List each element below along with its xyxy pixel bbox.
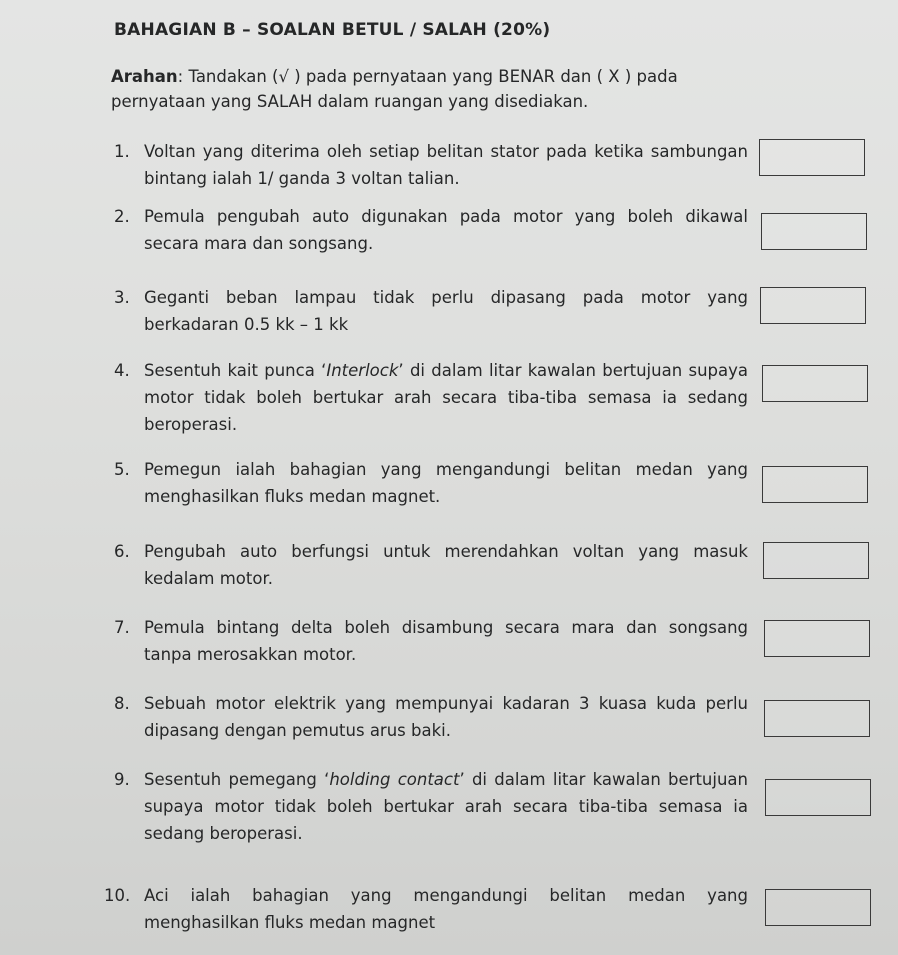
answer-box-9[interactable] bbox=[765, 779, 871, 816]
question-number: 10. bbox=[104, 886, 131, 905]
question-text: Sebuah motor elektrik yang mempunyai kadaran 3 kuasa kuda perlu dipasang dengan pemutus arus baki. bbox=[144, 694, 748, 740]
question-number: 6. bbox=[114, 542, 130, 561]
answer-box-4[interactable] bbox=[762, 365, 868, 402]
question-text bbox=[144, 357, 748, 438]
question-6 bbox=[114, 538, 748, 592]
question-number: 4. bbox=[114, 361, 130, 380]
question-number: 9. bbox=[114, 770, 130, 789]
text-emphasis: Interlock bbox=[326, 361, 399, 380]
question-9 bbox=[114, 766, 748, 847]
answer-box-5[interactable] bbox=[762, 466, 868, 503]
instruction-text: : Tandakan (√ ) pada pernyataan yang BENAR dan ( X ) pada pernyataan yang SALAH dalam ruangan yang disediakan. bbox=[111, 67, 678, 111]
question-text: Pemula bintang delta boleh disambung secara mara dan songsang tanpa merosakkan motor. bbox=[144, 618, 748, 664]
answer-box-8[interactable] bbox=[764, 700, 870, 737]
answer-box-7[interactable] bbox=[764, 620, 870, 657]
question-8 bbox=[114, 690, 748, 744]
question-number: 1. bbox=[114, 142, 130, 161]
text-part: ’ di dalam litar kawalan bertujuan supaya motor tidak boleh bertukar arah secara tiba-tiba semasa ia sedang beroperasi. bbox=[144, 361, 748, 434]
question-number: 5. bbox=[114, 460, 130, 479]
answer-box-10[interactable] bbox=[765, 889, 871, 926]
question-text: Pemula pengubah auto digunakan pada motor yang boleh dikawal secara mara dan songsang. bbox=[144, 207, 748, 253]
question-text: Aci ialah bahagian yang mengandungi belitan medan yang menghasilkan fluks medan magnet bbox=[144, 886, 748, 932]
text-part: ’ di dalam litar kawalan bertujuan supaya motor tidak boleh bertukar arah secara tiba-tiba semasa ia sedang beroperasi. bbox=[144, 770, 748, 843]
question-text: Pengubah auto berfungsi untuk merendahkan voltan yang masuk kedalam motor. bbox=[144, 542, 748, 588]
answer-box-1[interactable] bbox=[759, 139, 865, 176]
instruction-lead: Arahan bbox=[111, 67, 178, 86]
question-5 bbox=[114, 456, 748, 510]
section-title: BAHAGIAN B – SOALAN BETUL / SALAH (20%) bbox=[114, 20, 551, 40]
question-number: 7. bbox=[114, 618, 130, 637]
text-part: Sesentuh pemegang ‘ bbox=[144, 770, 330, 789]
answer-box-6[interactable] bbox=[763, 542, 869, 579]
question-text bbox=[144, 766, 748, 847]
question-number: 2. bbox=[114, 207, 130, 226]
instruction-paragraph bbox=[111, 64, 751, 114]
text-part: Sesentuh kait punca ‘ bbox=[144, 361, 327, 380]
question-number: 8. bbox=[114, 694, 130, 713]
question-7 bbox=[114, 614, 748, 668]
question-text: Voltan yang diterima oleh setiap belitan stator pada ketika sambungan bintang ialah 1/ ganda 3 voltan talian. bbox=[144, 142, 748, 188]
question-3 bbox=[114, 284, 748, 338]
answer-box-3[interactable] bbox=[760, 287, 866, 324]
answer-box-2[interactable] bbox=[761, 213, 867, 250]
question-4 bbox=[114, 357, 748, 438]
question-number: 3. bbox=[114, 288, 130, 307]
question-text: Geganti beban lampau tidak perlu dipasang pada motor yang berkadaran 0.5 kk – 1 kk bbox=[144, 288, 748, 334]
question-2 bbox=[114, 203, 748, 257]
question-10 bbox=[104, 882, 748, 936]
question-1 bbox=[114, 138, 748, 192]
text-emphasis: holding contact bbox=[329, 770, 460, 789]
question-text: Pemegun ialah bahagian yang mengandungi belitan medan yang menghasilkan fluks medan magnet. bbox=[144, 460, 748, 506]
